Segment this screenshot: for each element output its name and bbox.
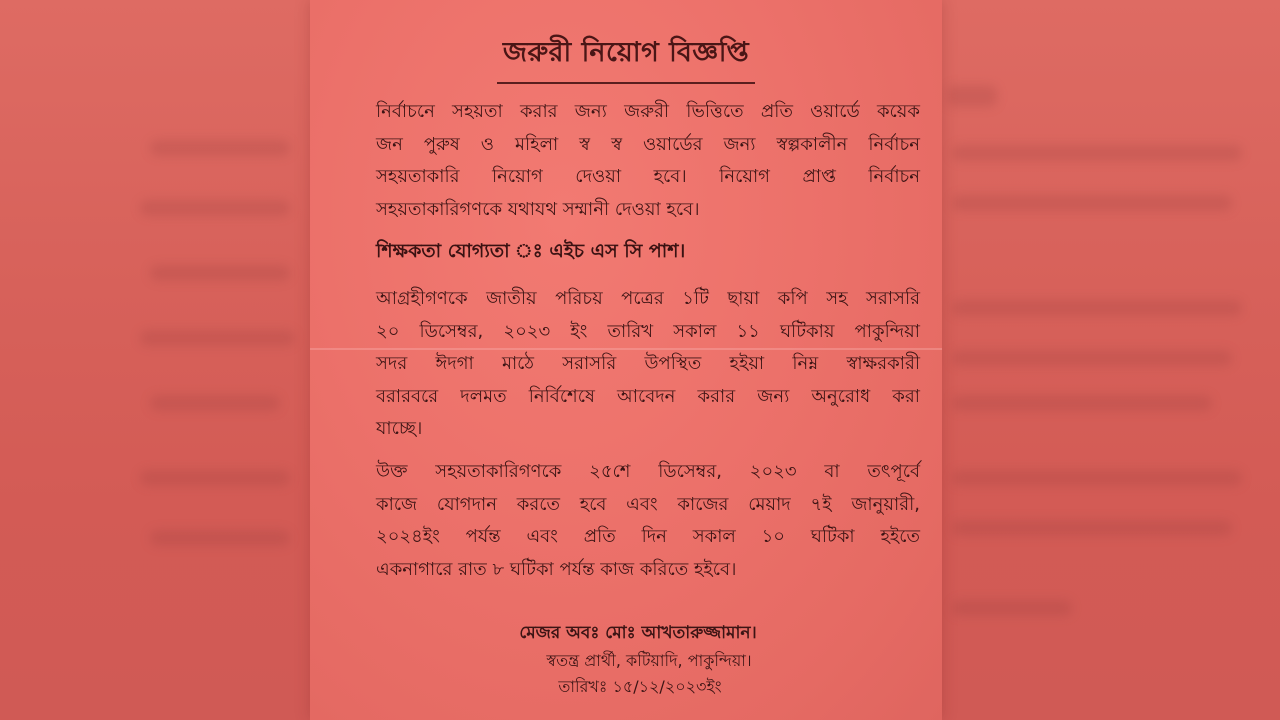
notice-title-area: [310, 32, 942, 84]
paragraph-duration: [376, 456, 920, 586]
paragraph-line: নির্বাচনে সহয়তা করার জন্য জরুরী ভিত্তিতে প্রতি ওয়ার্ডে কয়েক: [376, 101, 920, 122]
paragraph-line: ২০ ডিসেম্বর, ২০২৩ ইং তারিখ সকাল ১১ ঘটিকায় পাকুন্দিয়া: [376, 320, 920, 342]
paragraph-line: উক্ত সহয়তাকারিগণকে ২৫শে ডিসেম্বর, ২০২৩ বা তৎপূর্বে: [376, 461, 920, 482]
paragraph-line: একনাগারে রাত ৮ ঘটিকা পর্যন্ত কাজ করিতে হইবে।: [376, 558, 737, 580]
paragraph-line: সহয়তাকারি নিয়োগ দেওয়া হবে। নিয়োগ প্রাপ্ত নির্বাচন: [376, 166, 920, 187]
paragraph-line: ২০২৪ইং পর্যন্ত এবং প্রতি দিন সকাল ১০ ঘটিকা হইতে: [376, 526, 920, 547]
signatory-name: মেজর অবঃ মোঃ আখতারুজ্জামান।: [519, 623, 757, 643]
paragraph-line: যাচ্ছে।: [376, 418, 423, 439]
notice-paper: [310, 0, 942, 720]
blurred-background-left: [0, 0, 310, 720]
notice-title: জরুরী নিয়োগ বিজ্ঞপ্তি: [497, 32, 755, 84]
signatory-designation: স্বতন্ত্র প্রার্থী, কটিয়াদি, পাকুন্দিয়া।: [546, 651, 752, 670]
paragraph-line: জন পুরুষ ও মহিলা স্ব স্ব ওয়ার্ডের জন্য স্বল্পকালীন নির্বাচন: [376, 133, 920, 155]
paragraph-line: আগ্রহীগণকে জাতীয় পরিচয় পত্রের ১টি ছায়া কপি সহ সরাসরি: [376, 288, 920, 309]
paragraph-recruitment: [376, 96, 920, 226]
qualification-line: শিক্ষকতা যোগ্যতা ঃ এইচ এস সি পাশ।: [376, 240, 686, 262]
blurred-background-right: [942, 0, 1280, 720]
paragraph-line: বরারবরে দলমত নির্বিশেষে আবেদন করার জন্য অনুরোধ করা: [376, 385, 920, 407]
paragraph-line: কাজে যোগদান করতে হবে এবং কাজের মেয়াদ ৭ই জানুয়ারী,: [376, 493, 920, 515]
notice-date: তারিখঃ ১৫/১২/২০২৩ইং: [558, 677, 722, 696]
paragraph-application: [376, 283, 920, 446]
paragraph-line: সদর ঈদগা মাঠে সরাসরি উপস্থিত হইয়া নিম্ন স্বাক্ষরকারী: [376, 353, 920, 374]
paragraph-line: সহয়তাকারিগণকে যথাযথ সম্মানী দেওয়া হবে।: [376, 198, 700, 220]
